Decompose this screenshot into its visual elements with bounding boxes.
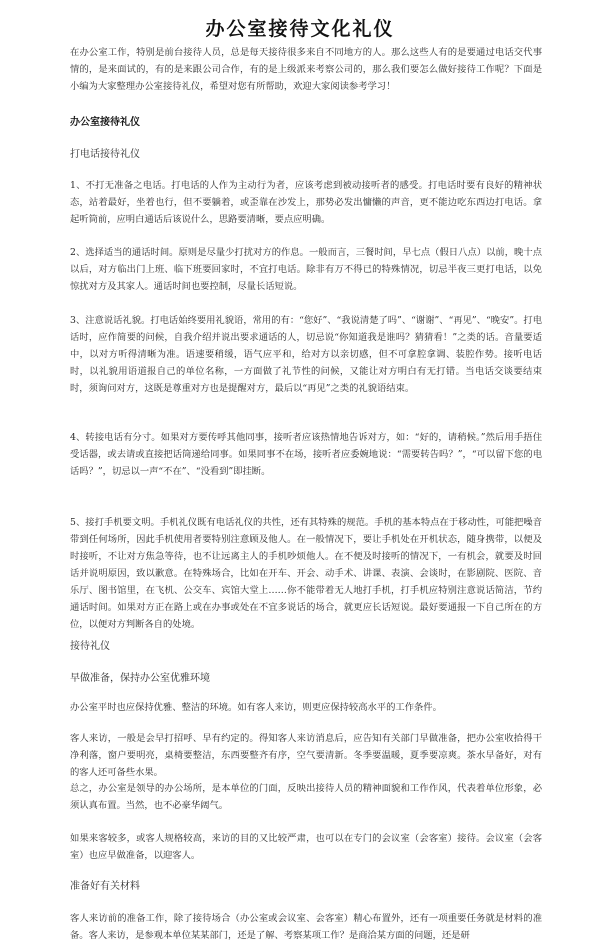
- paragraph-8: 总之，办公室是领导的办公场所，是本单位的门面，反映出接待人员的精神面貌和工作作风，代表着单位形象，必须认真布置。当然，也不必豪华阔气。: [70, 783, 542, 811]
- paragraph-3: 3、注意说话礼貌。打电话始终要用礼貌语，常用的有：“您好”、“我说清楚了吗”、“谢谢”、“再见”、“晚安”。打电话时，应作简要的问候，自我介绍并说出要求通话的人，切忌说“你知道我是谁吗？猜猜看！”之类的话。音量要适中，以对方听得清晰为准。语速要稍缓，语气应平和，给对方以亲切感，但不可拿腔拿调、装腔作势。接听电话时，以礼貌用语道报自己的单位名称，一方面做了礼节性的问候，又能让对方明白有无打错。当电话交谈要结束时，须询问对方，这既是尊重对方也是提醒对方，最后以“再见”之类的礼貌语结束。: [70, 315, 542, 394]
- subheading-environment: 早做准备，保持办公室优雅环境: [70, 673, 210, 684]
- intro-paragraph: 在办公室工作，特别是前台接待人员，总是每天接待很多来自不同地方的人。那么这些人有的是要通过电话交代事情的，是来面试的，有的是来跟公司合作，有的是上级派来考察公司的，那么我们要怎么做好接待工作呢？下面是小编为大家整理办公室接待礼仪，希望对您有所帮助，欢迎大家阅读参考学习！: [70, 47, 542, 92]
- section-heading: 办公室接待礼仪: [70, 117, 140, 128]
- paragraph-1: 1、不打无准备之电话。打电话的人作为主动行为者，应该考虑到被动接听者的感受。打电话时要有良好的精神状态，站着最好，坐着也行，但不要躺着，或歪靠在沙发上，那势必发出慵懒的声音，更不能边吃东西边打电话。拿起听筒前，应明白通话后该说什么，思路要清晰，要点应明确。: [70, 180, 542, 225]
- paragraph-9: 如果来客较多，或客人规格较高，来访的目的又比较严肃，也可以在专门的会议室（会客室）接待。会议室（会客室）也应早做准备，以迎客人。: [70, 833, 542, 861]
- subheading-phone: 打电话接待礼仪: [70, 149, 140, 160]
- subheading-material: 准备好有关材料: [70, 881, 140, 892]
- paragraph-5: 5、接打手机要文明。手机礼仪既有电话礼仪的共性，还有其特殊的规范。手机的基本特点在于移动性，可能把噪音带到任何场所，因此手机使用者要特别注意顾及他人。在一般情况下，要让手机处在开机状态，随身携带，以便及时接听，不让对方焦急等待，也不让远离主人的手机吵烦他人。在不便及时接听的情况下，一有机会，就要及时回话并说明原因，致以歉意。在特殊场合，比如在开车、开会、动手术、讲课、表演、会谈时，在影剧院、医院、音乐厅、图书馆里，在飞机、公交车、宾馆大堂上……你不能带着无人地打手机，打手机应特别注意说话简洁，节约通话时间。如果对方正在路上或在办事或处在不宜多说话的场合，就更应长话短说。最好要通报一下自己所在的方位，以便对方判断各自的处境。: [70, 517, 542, 630]
- subheading-reception: 接待礼仪: [70, 641, 110, 652]
- paragraph-4: 4、转接电话有分寸。如果对方要传呼其他同事，接听者应该热情地告诉对方，如：“好的，请稍候。”然后用手捂住受话器，或去请或直接把话筒递给同事。如果同事不在场，接听者应委婉地说：“需要转告吗？”，“可以留下您的电话吗？”，切忌以一声“不在”、“没看到”即挂断。: [70, 432, 542, 477]
- paragraph-7: 客人来访，一般是会早打招呼、早有约定的。得知客人来访消息后，应告知有关部门早做准备，把办公室收拾得干净利落，窗户要明亮，桌椅要整洁，东西要整齐有序，空气要清新。冬季要温暖，夏季要凉爽。茶水早备好，对有的客人还可备些水果。: [70, 733, 542, 778]
- paragraph-6: 办公室平时也应保持优雅、整洁的环境。如有客人来访，则更应保持较高水平的工作条件。: [70, 702, 442, 713]
- paragraph-10: 客人来访前的准备工作，除了接待场合（办公室或会议室、会客室）精心布置外，还有一项重要任务就是材料的准备。客人来访，是参观本单位某某部门，还是了解、考察某项工作？是商洽某方面的问题，还是研: [70, 913, 542, 941]
- page-title: 办公室接待文化礼仪: [205, 18, 395, 40]
- paragraph-2: 2、选择适当的通话时间。原则是尽量少打扰对方的作息。一般而言，三餐时间，早七点（假日八点）以前，晚十点以后，对方临出门上班、临下班要回家时，不宜打电话。除非有万不得已的特殊情况，切忌半夜三更打电话，以免惊扰对方及其家人。通话时间也要控制，尽量长话短说。: [70, 247, 542, 292]
